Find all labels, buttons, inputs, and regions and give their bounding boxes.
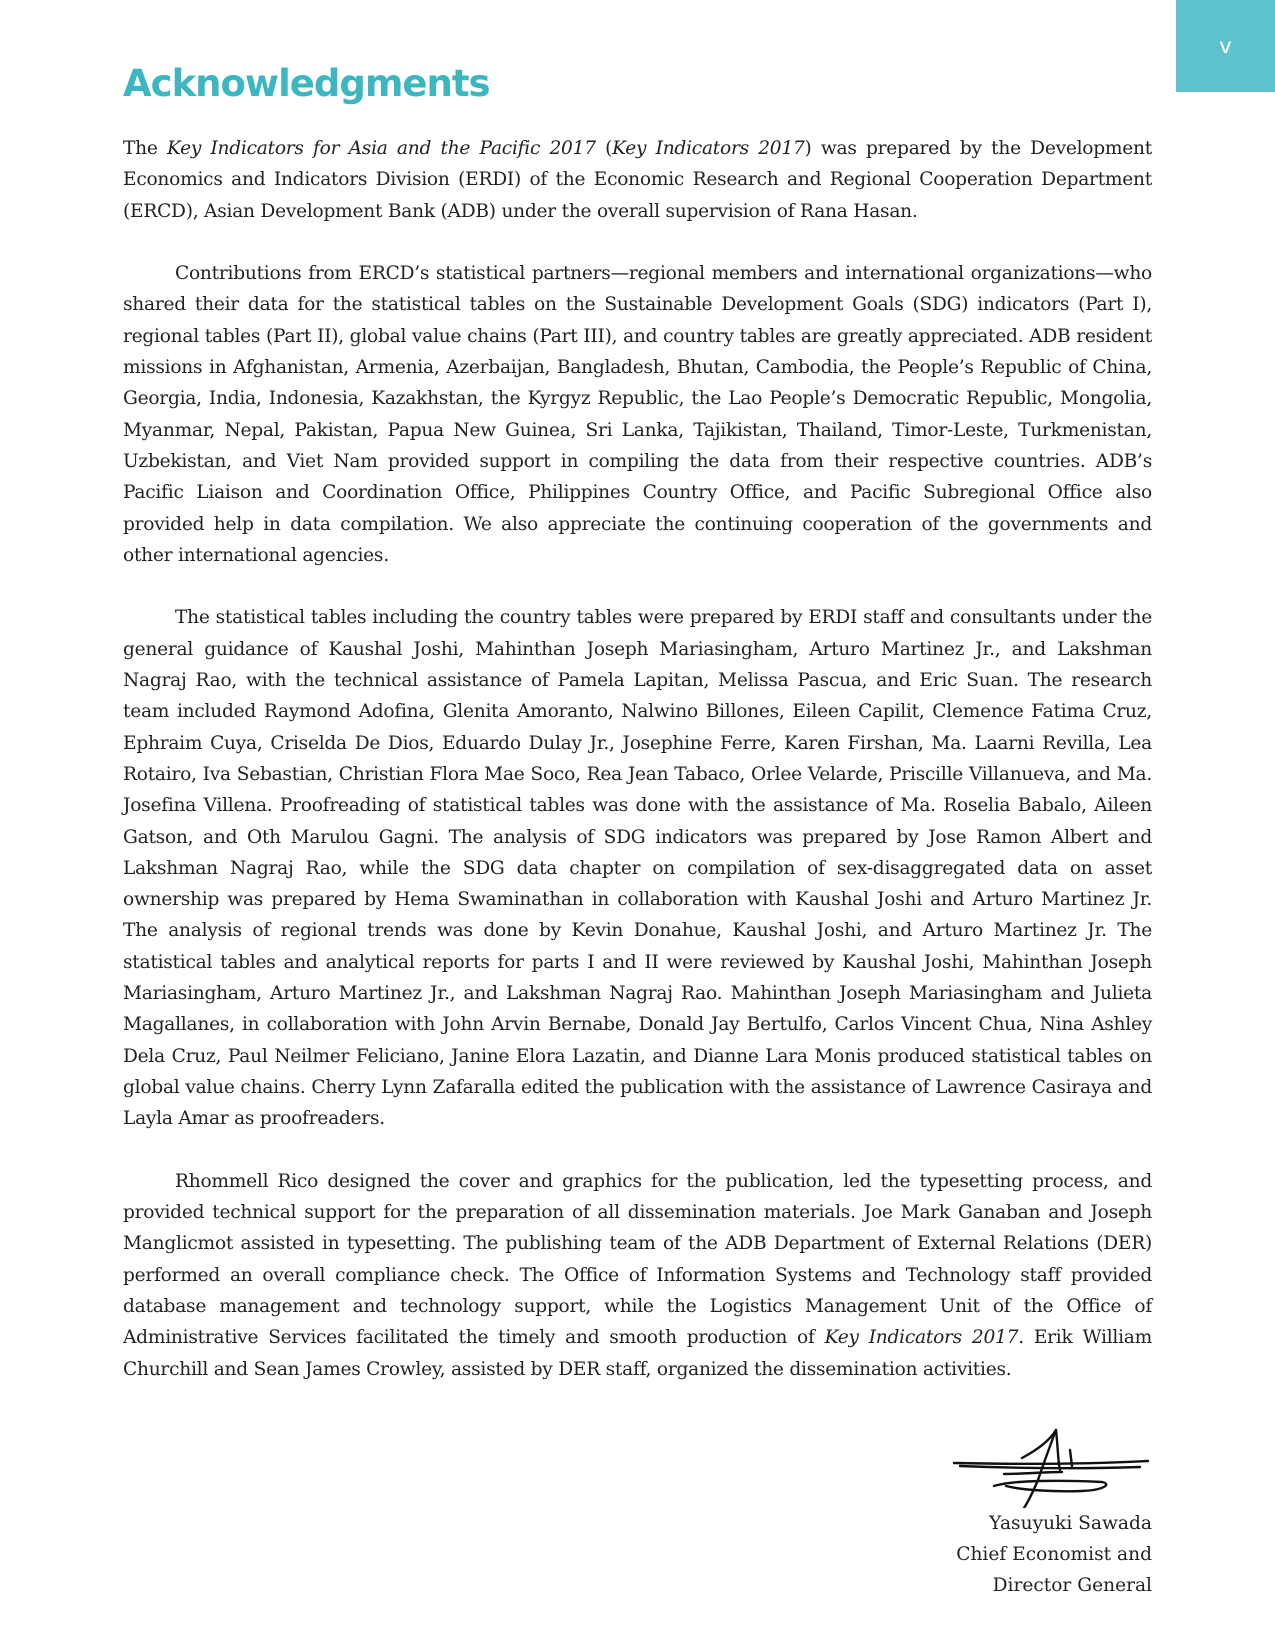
paragraph-4-text-c: . Erik William Churchill and Sean James Crowley, assisted by DER staff, organized the dissemination activities. — [123, 1327, 1153, 1380]
paragraph-4-text-a: Rhommell Rico designed the cover and graphics for the publication, led the typesetting process, and provided technical support for the preparation of all dissemination materials. Joe Mark Ganaban and Joseph Manglicmot assisted in typesetting. The publishing team of the ADB Department of External Relations (DER) performed an overall compliance check. The Office of Information Systems and Technology staff provided database management and technology support, while the Logistics Management Unit of the Office of Administrative Services facilitated the timely and smooth production of — [123, 1170, 1152, 1349]
publication-short-title-2: Key Indicators 2017 — [824, 1327, 1019, 1349]
body-text — [123, 133, 1152, 1416]
page-number-tab — [1176, 0, 1275, 92]
signatory-name: Yasuyuki Sawada — [989, 1513, 1152, 1534]
page-number: v — [1219, 34, 1232, 58]
page-title: Acknowledgments — [123, 62, 490, 105]
paragraph-1 — [123, 133, 1152, 227]
publication-short-title: Key Indicators 2017 — [612, 138, 805, 159]
paragraph-1-text-c: ( — [595, 138, 613, 159]
paragraph-1-text-e: ) was prepared by the Development Economics and Indicators Division (ERDI) of the Economic Research and Regional Cooperation Department (ERCD), Asian Development Bank (ADB) under the overall supervision of Rana Hasan. — [123, 138, 1152, 222]
signoff — [956, 1508, 1152, 1601]
signatory-title-line-1: Chief Economist and — [956, 1544, 1152, 1565]
paragraph-1-text-a: The — [123, 138, 167, 159]
signature — [952, 1428, 1152, 1508]
paragraph-3: The statistical tables including the country tables were prepared by ERDI staff and consultants under the general guidance of Kaushal Joshi, Mahinthan Joseph Mariasingham, Arturo Martinez Jr., and Lakshman Nagraj Rao, with the technical assistance of Pamela Lapitan, Melissa Pascua, and Eric Suan. The research team included Raymond Adofina, Glenita Amoranto, Nalwino Billones, Eileen Capilit, Clemence Fatima Cruz, Ephraim Cuya, Criselda De Dios, Eduardo Dulay Jr., Josephine Ferre, Karen Firshan, Ma. Laarni Revilla, Lea Rotairo, Iva Sebastian, Christian Flora Mae Soco, Rea Jean Tabaco, Orlee Velarde, Priscille Villanueva, and Ma. Josefina Villena. Proofreading of statistical tables was done with the assistance of Ma. Roselia Babalo, Aileen Gatson, and Oth Marulou Gagni. The analysis of SDG indicators was prepared by Jose Ramon Albert and Lakshman Nagraj Rao, while the SDG data chapter on compilation of sex-disaggregated data on asset ownership was prepared by Hema Swaminathan in collaboration with Kaushal Joshi and Arturo Martinez Jr. The analysis of regional trends was done by Kevin Donahue, Kaushal Joshi, and Arturo Martinez Jr. The statistical tables and analytical reports for parts I and II were reviewed by Kaushal Joshi, Mahinthan Joseph Mariasingham, Arturo Martinez Jr., and Lakshman Nagraj Rao. Mahinthan Joseph Mariasingham and Julieta Magallanes, in collaboration with John Arvin Bernabe, Donald Jay Bertulfo, Carlos Vincent Chua, Nina Ashley Dela Cruz, Paul Neilmer Feliciano, Janine Elora Lazatin, and Dianne Lara Monis produced statistical tables on global value chains. Cherry Lynn Zafaralla edited the publication with the assistance of Lawrence Casiraya and Layla Amar as proofreaders. — [123, 607, 1152, 1130]
signature-icon — [952, 1428, 1152, 1508]
paragraph-4 — [123, 1166, 1152, 1385]
signatory-title-line-2: Director General — [992, 1575, 1152, 1596]
paragraph-2: Contributions from ERCD’s statistical partners—regional members and international organizations—who shared their data for the statistical tables on the Sustainable Development Goals (SDG) indicators (Part I), regional tables (Part II), global value chains (Part III), and country tables are greatly appreciated. ADB resident missions in Afghanistan, Armenia, Azerbaijan, Bangladesh, Bhutan, Cambodia, the People’s Republic of China, Georgia, India, Indonesia, Kazakhstan, the Kyrgyz Republic, the Lao People’s Democratic Republic, Mongolia, Myanmar, Nepal, Pakistan, Papua New Guinea, Sri Lanka, Tajikistan, Thailand, Timor-Leste, Turkmenistan, Uzbekistan, and Viet Nam provided support in compiling the data from their respective countries. ADB’s Pacific Liaison and Coordination Office, Philippines Country Office, and Pacific Subregional Office also provided help in data compilation. We also appreciate the continuing cooperation of the governments and other international agencies. — [123, 263, 1152, 566]
publication-title: Key Indicators for Asia and the Pacific 2017 — [166, 138, 596, 159]
